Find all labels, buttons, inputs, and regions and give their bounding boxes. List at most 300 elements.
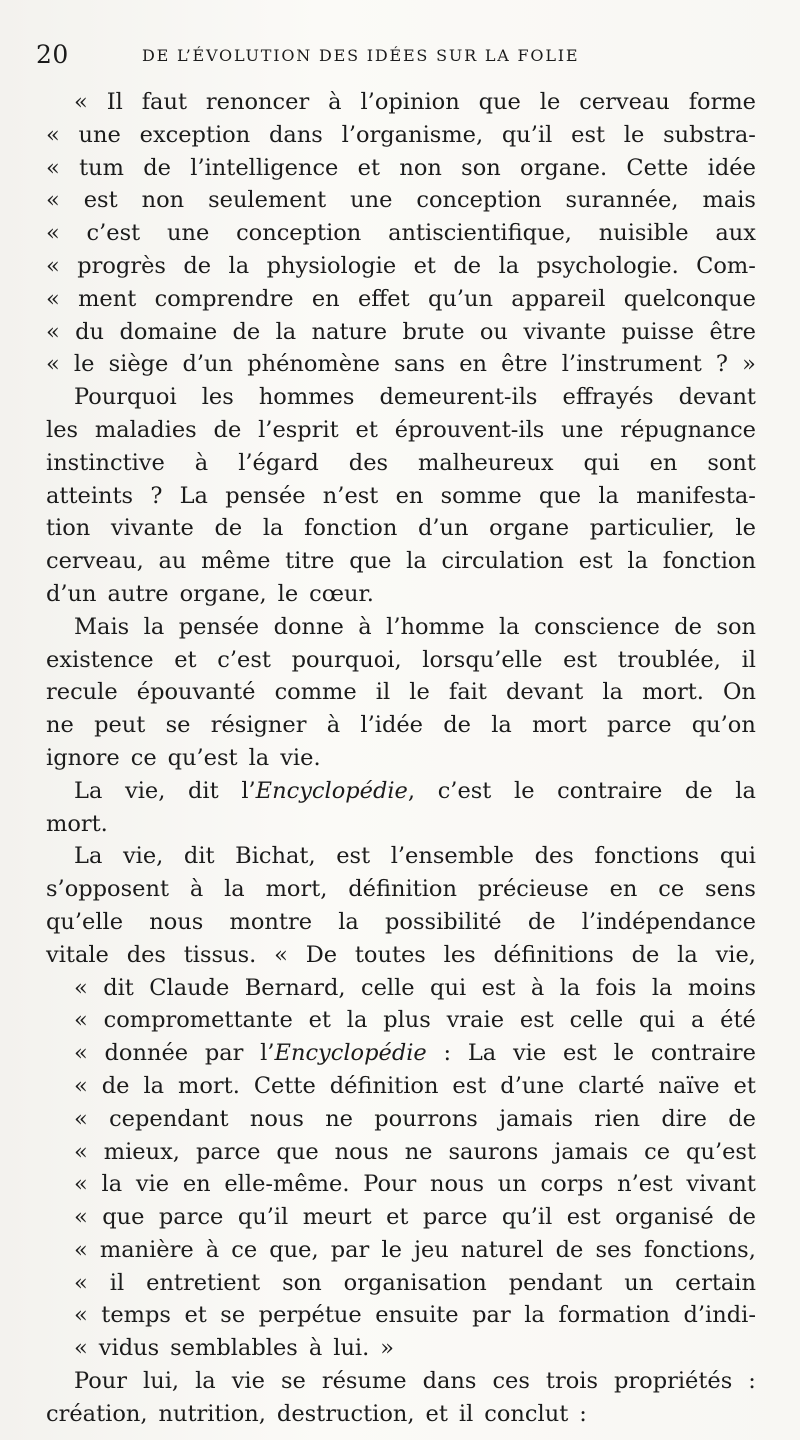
word: la bbox=[228, 252, 250, 279]
word: d’indi- bbox=[683, 1302, 756, 1329]
word: du bbox=[75, 318, 105, 345]
word: l’intelligence bbox=[190, 154, 339, 181]
word: titre bbox=[285, 548, 335, 575]
word: forme bbox=[688, 89, 756, 115]
word: ignore bbox=[46, 744, 120, 771]
word: c’est bbox=[217, 646, 271, 673]
word: il bbox=[375, 679, 391, 706]
word: nutrition, bbox=[158, 1400, 266, 1427]
word: La bbox=[179, 482, 208, 509]
word: l’Encyclopédie, bbox=[241, 777, 416, 804]
word: épouvanté bbox=[136, 679, 256, 706]
word: l’opinion bbox=[360, 89, 460, 115]
word: et bbox=[357, 154, 381, 181]
word: se bbox=[280, 1368, 306, 1395]
text-line bbox=[46, 250, 756, 283]
word: les bbox=[443, 941, 476, 968]
word: qui bbox=[430, 974, 467, 1001]
word: recule bbox=[46, 679, 118, 706]
word: et bbox=[425, 1400, 448, 1427]
word: : bbox=[748, 1368, 756, 1395]
word: dire bbox=[661, 1105, 707, 1132]
word: montre bbox=[229, 908, 313, 935]
text-line bbox=[46, 578, 756, 611]
word: et bbox=[733, 1072, 756, 1099]
word: mais bbox=[702, 187, 756, 214]
word: dit bbox=[188, 777, 219, 804]
word: la bbox=[224, 876, 245, 903]
word: On bbox=[723, 679, 756, 706]
word: une bbox=[350, 187, 393, 214]
word: » bbox=[742, 351, 756, 378]
word: la bbox=[651, 974, 673, 1001]
word: la bbox=[406, 548, 427, 575]
word: un bbox=[497, 1171, 527, 1198]
word: « bbox=[46, 351, 60, 378]
word: compromettante bbox=[103, 1007, 293, 1034]
word: meurt bbox=[302, 1204, 372, 1231]
word: en bbox=[459, 351, 487, 378]
word: plus bbox=[383, 1007, 431, 1034]
word: idée bbox=[707, 154, 756, 181]
word: création, bbox=[46, 1400, 148, 1427]
word: mieux, bbox=[103, 1138, 180, 1165]
word: cœur. bbox=[309, 580, 374, 607]
word: vraie bbox=[446, 1007, 505, 1034]
word: ne bbox=[404, 1138, 433, 1165]
word: son bbox=[282, 1269, 322, 1296]
word: l’organisme, bbox=[341, 121, 484, 148]
word: que bbox=[102, 1204, 145, 1231]
word: ne bbox=[325, 1105, 353, 1132]
word: qu’un bbox=[427, 285, 493, 312]
text-line bbox=[46, 906, 756, 939]
word: Com- bbox=[696, 252, 756, 279]
word: entretient bbox=[146, 1269, 261, 1296]
word: psychologie. bbox=[536, 252, 679, 279]
word: vie, bbox=[715, 941, 756, 968]
word: Pour bbox=[363, 1171, 417, 1198]
word: appareil bbox=[511, 285, 606, 312]
text-line bbox=[46, 86, 756, 119]
word: parce bbox=[158, 1204, 224, 1231]
word: devant bbox=[678, 384, 756, 411]
word: La bbox=[467, 1040, 497, 1067]
word: de bbox=[214, 515, 243, 542]
word: de bbox=[684, 777, 713, 804]
word: les bbox=[201, 384, 234, 411]
word: la bbox=[262, 515, 284, 542]
word: ? bbox=[150, 482, 163, 509]
text-line bbox=[46, 1299, 756, 1332]
word: est bbox=[571, 121, 606, 148]
word: ment bbox=[78, 285, 137, 312]
word: à bbox=[326, 712, 341, 739]
word: moins bbox=[687, 974, 756, 1001]
word: ce bbox=[658, 876, 685, 903]
text-line bbox=[46, 1267, 756, 1300]
word: d’un bbox=[417, 515, 469, 542]
word: des bbox=[534, 843, 574, 870]
text-line bbox=[46, 1234, 756, 1267]
text-line bbox=[46, 348, 756, 381]
word: cerveau bbox=[579, 89, 670, 115]
word: un bbox=[624, 1269, 654, 1296]
word: vivante bbox=[523, 318, 607, 345]
word: Pour bbox=[74, 1368, 128, 1395]
word: a bbox=[690, 1007, 705, 1034]
word: elle-même. bbox=[224, 1171, 350, 1198]
word: il bbox=[109, 1269, 125, 1296]
text-line bbox=[46, 1332, 756, 1365]
word: que, bbox=[269, 1236, 319, 1263]
word: existence bbox=[46, 646, 154, 673]
body-text bbox=[46, 86, 756, 1431]
word: comprendre bbox=[154, 285, 294, 312]
word: répugnance bbox=[620, 416, 756, 443]
text-line bbox=[46, 119, 756, 152]
text-line bbox=[46, 184, 756, 217]
word: temps bbox=[101, 1302, 171, 1329]
word: l’Encyclopédie bbox=[260, 1040, 427, 1067]
word: n’est bbox=[617, 1171, 673, 1198]
text-line bbox=[46, 283, 756, 316]
word: de bbox=[443, 712, 471, 739]
word: pourrons bbox=[374, 1105, 478, 1132]
word: contraire bbox=[650, 1040, 756, 1067]
word: la bbox=[559, 974, 581, 1001]
word: été bbox=[720, 1007, 756, 1034]
word: parce bbox=[195, 1138, 261, 1165]
word: en bbox=[311, 285, 340, 312]
word: qu’est bbox=[686, 1138, 756, 1165]
word: la bbox=[627, 548, 648, 575]
word: ou bbox=[479, 318, 508, 345]
word: tum bbox=[79, 154, 124, 181]
word: l’idée bbox=[360, 712, 423, 739]
word: parce bbox=[607, 712, 672, 739]
word: et bbox=[386, 1204, 409, 1231]
word: naturel bbox=[460, 1236, 544, 1263]
word: le bbox=[277, 580, 299, 607]
word: les bbox=[46, 416, 79, 443]
word: « bbox=[46, 187, 60, 214]
word: vidus bbox=[98, 1335, 160, 1362]
word: de bbox=[101, 1072, 130, 1099]
word: seulement bbox=[208, 187, 327, 214]
word: l’ensemble bbox=[390, 843, 514, 870]
word: précieuse bbox=[477, 876, 589, 903]
text-line bbox=[46, 1365, 756, 1398]
word: « bbox=[46, 285, 60, 312]
word: naïve bbox=[658, 1072, 720, 1099]
word: la bbox=[598, 482, 619, 509]
word: « bbox=[46, 318, 60, 345]
word: comme bbox=[274, 679, 357, 706]
word: d’un bbox=[182, 351, 234, 378]
word: perpétue bbox=[258, 1302, 362, 1329]
word: à bbox=[530, 974, 545, 1001]
word: est bbox=[452, 1072, 487, 1099]
text-line bbox=[46, 873, 756, 906]
word: et bbox=[355, 416, 378, 443]
word: fait bbox=[448, 679, 487, 706]
word: conception bbox=[416, 187, 542, 214]
word: vie, bbox=[122, 843, 164, 870]
word: la bbox=[338, 908, 359, 935]
word: vivante bbox=[110, 515, 194, 542]
text-line bbox=[46, 1398, 756, 1431]
word: la bbox=[275, 318, 297, 345]
word: au bbox=[158, 548, 187, 575]
word: atteints bbox=[46, 482, 134, 509]
word: Cette bbox=[253, 1072, 316, 1099]
word: est bbox=[336, 843, 371, 870]
word: « bbox=[74, 1105, 88, 1132]
word: Il bbox=[106, 89, 123, 115]
word: maladies bbox=[94, 416, 197, 443]
word: semblables bbox=[170, 1335, 298, 1362]
word: manière bbox=[99, 1236, 194, 1263]
word: « bbox=[74, 1171, 88, 1198]
word: mort. bbox=[46, 810, 108, 837]
word: le bbox=[409, 679, 430, 706]
word: physiologie bbox=[266, 252, 397, 279]
word: « bbox=[74, 1302, 88, 1329]
word: une bbox=[78, 121, 121, 148]
word: à bbox=[189, 876, 204, 903]
text-line bbox=[46, 1070, 756, 1103]
text-line bbox=[46, 775, 756, 808]
word: circulation bbox=[441, 548, 565, 575]
word: être bbox=[501, 351, 548, 378]
word: le bbox=[735, 515, 756, 542]
text-line bbox=[46, 1136, 756, 1169]
text-line bbox=[46, 808, 756, 841]
word: corps bbox=[540, 1171, 604, 1198]
word: pensée bbox=[225, 482, 306, 509]
text-line bbox=[46, 1037, 756, 1070]
word: nature bbox=[311, 318, 388, 345]
word: possibilité bbox=[385, 908, 502, 935]
word: est bbox=[562, 1040, 597, 1067]
word: est bbox=[563, 646, 597, 673]
word: dit bbox=[103, 974, 134, 1001]
word: de bbox=[728, 1204, 756, 1231]
word: quelconque bbox=[623, 285, 756, 312]
word: exception bbox=[139, 121, 251, 148]
word: qu’il bbox=[237, 1204, 289, 1231]
word: renoncer bbox=[205, 89, 310, 115]
word: ce bbox=[231, 1236, 258, 1263]
word: à bbox=[194, 449, 209, 476]
word: devant bbox=[505, 679, 584, 706]
word: est bbox=[481, 974, 516, 1001]
word: « bbox=[46, 154, 60, 181]
word: nous bbox=[429, 1171, 485, 1198]
word: « bbox=[74, 1204, 88, 1231]
word: organisé bbox=[615, 1204, 714, 1231]
word: par bbox=[204, 1040, 244, 1067]
word: même bbox=[201, 548, 271, 575]
word: « bbox=[46, 252, 60, 279]
word: Mais bbox=[74, 613, 130, 640]
word: vie bbox=[512, 1040, 547, 1067]
word: d’une bbox=[500, 1072, 565, 1099]
word: mort. bbox=[642, 679, 704, 706]
word: la bbox=[498, 252, 520, 279]
word: mort bbox=[532, 712, 587, 739]
word: sont bbox=[707, 449, 756, 476]
word: est bbox=[519, 1007, 554, 1034]
word: pourquoi, bbox=[291, 646, 402, 673]
word: non bbox=[141, 187, 185, 214]
word: surannée, bbox=[565, 187, 679, 214]
word: La bbox=[74, 777, 103, 804]
word: par bbox=[330, 1236, 370, 1263]
text-line bbox=[46, 414, 756, 447]
word: saurons bbox=[448, 1138, 539, 1165]
word: cependant bbox=[109, 1105, 229, 1132]
word: à bbox=[328, 89, 342, 115]
word: conscience bbox=[534, 613, 660, 640]
word: propriétés bbox=[614, 1368, 733, 1395]
word: nous bbox=[149, 908, 204, 935]
word: ses bbox=[595, 1236, 632, 1263]
word: conception bbox=[236, 220, 362, 247]
word: définition bbox=[329, 1072, 439, 1099]
word: certain bbox=[675, 1269, 756, 1296]
word: de bbox=[232, 318, 261, 345]
word: sens bbox=[705, 876, 756, 903]
word: à bbox=[205, 1236, 220, 1263]
word: Pourquoi bbox=[74, 384, 177, 411]
word: substra- bbox=[663, 121, 756, 148]
word: et bbox=[308, 1007, 331, 1034]
word: donnée bbox=[104, 1040, 189, 1067]
running-title: DE L’ÉVOLUTION DES IDÉES SUR LA FOLIE bbox=[142, 46, 580, 65]
word: de bbox=[453, 252, 482, 279]
word: : bbox=[443, 1040, 452, 1067]
word: à bbox=[358, 613, 372, 640]
word: sans bbox=[394, 351, 446, 378]
word: de bbox=[728, 1105, 756, 1132]
word: « bbox=[74, 89, 88, 115]
word: Claude bbox=[149, 974, 230, 1001]
word: son bbox=[716, 613, 756, 640]
word: faut bbox=[141, 89, 187, 115]
word: cerveau, bbox=[46, 548, 144, 575]
word: antiscientifique, bbox=[388, 220, 572, 247]
word: la bbox=[248, 744, 270, 771]
text-line bbox=[46, 480, 756, 513]
word: effrayés bbox=[562, 384, 654, 411]
word: fonction bbox=[662, 548, 756, 575]
word: lui. bbox=[333, 1335, 370, 1362]
word: fonctions, bbox=[643, 1236, 756, 1263]
text-line bbox=[46, 1201, 756, 1234]
word: la bbox=[143, 613, 165, 640]
text-line bbox=[46, 939, 756, 972]
word: des bbox=[126, 941, 166, 968]
word: somme bbox=[440, 482, 522, 509]
text-line bbox=[46, 1004, 756, 1037]
word: que bbox=[276, 1138, 319, 1165]
word: la bbox=[143, 1072, 165, 1099]
word: ce bbox=[130, 744, 157, 771]
word: la bbox=[602, 679, 624, 706]
word: la bbox=[498, 613, 520, 640]
word: d’un bbox=[46, 580, 97, 607]
word: conclut bbox=[484, 1400, 569, 1427]
word: nuisible bbox=[598, 220, 689, 247]
text-line bbox=[46, 447, 756, 480]
word: c’est bbox=[86, 220, 141, 247]
word: en bbox=[182, 1171, 211, 1198]
text-line bbox=[46, 545, 756, 578]
word: « bbox=[74, 1040, 88, 1067]
text-line bbox=[46, 512, 756, 545]
word: pensée bbox=[178, 613, 260, 640]
word: « bbox=[46, 121, 60, 148]
word: tion bbox=[46, 515, 91, 542]
word: définition bbox=[348, 876, 457, 903]
word: vie, bbox=[125, 777, 166, 804]
word: celle bbox=[361, 974, 415, 1001]
word: l’égard bbox=[238, 449, 319, 476]
word: l’indépendance bbox=[581, 908, 756, 935]
word: Bichat, bbox=[235, 843, 316, 870]
word: De bbox=[305, 941, 338, 968]
word: non bbox=[399, 154, 442, 181]
word: se bbox=[165, 712, 191, 739]
word: jamais bbox=[499, 1105, 573, 1132]
word: contraire bbox=[557, 777, 663, 804]
word: « bbox=[74, 1269, 88, 1296]
word: définitions bbox=[493, 941, 614, 968]
text-line bbox=[46, 644, 756, 677]
word: tissus. bbox=[183, 941, 257, 968]
word: et bbox=[174, 646, 197, 673]
word: le bbox=[514, 777, 535, 804]
word: que bbox=[349, 548, 392, 575]
word: particulier, bbox=[589, 515, 715, 542]
text-line bbox=[46, 742, 756, 775]
word: qu’est bbox=[167, 744, 238, 771]
word: que bbox=[538, 482, 582, 509]
word: résume bbox=[321, 1368, 407, 1395]
word: vitale bbox=[46, 941, 109, 968]
word: toutes bbox=[354, 941, 426, 968]
word: est bbox=[566, 1204, 601, 1231]
word: Cette bbox=[626, 154, 689, 181]
word: en bbox=[609, 876, 638, 903]
word: aux bbox=[715, 220, 756, 247]
word: qui bbox=[583, 449, 620, 476]
word: fois bbox=[595, 974, 637, 1001]
word: fonctions bbox=[594, 843, 700, 870]
word: progrès bbox=[77, 252, 166, 279]
word: dans bbox=[269, 121, 323, 148]
word: siège bbox=[108, 351, 169, 378]
word: en bbox=[395, 482, 424, 509]
text-line bbox=[46, 972, 756, 1005]
word: vie bbox=[135, 1171, 170, 1198]
word: le bbox=[73, 351, 95, 378]
word: que bbox=[478, 89, 521, 115]
word: dans bbox=[422, 1368, 477, 1395]
word: qui bbox=[719, 843, 756, 870]
